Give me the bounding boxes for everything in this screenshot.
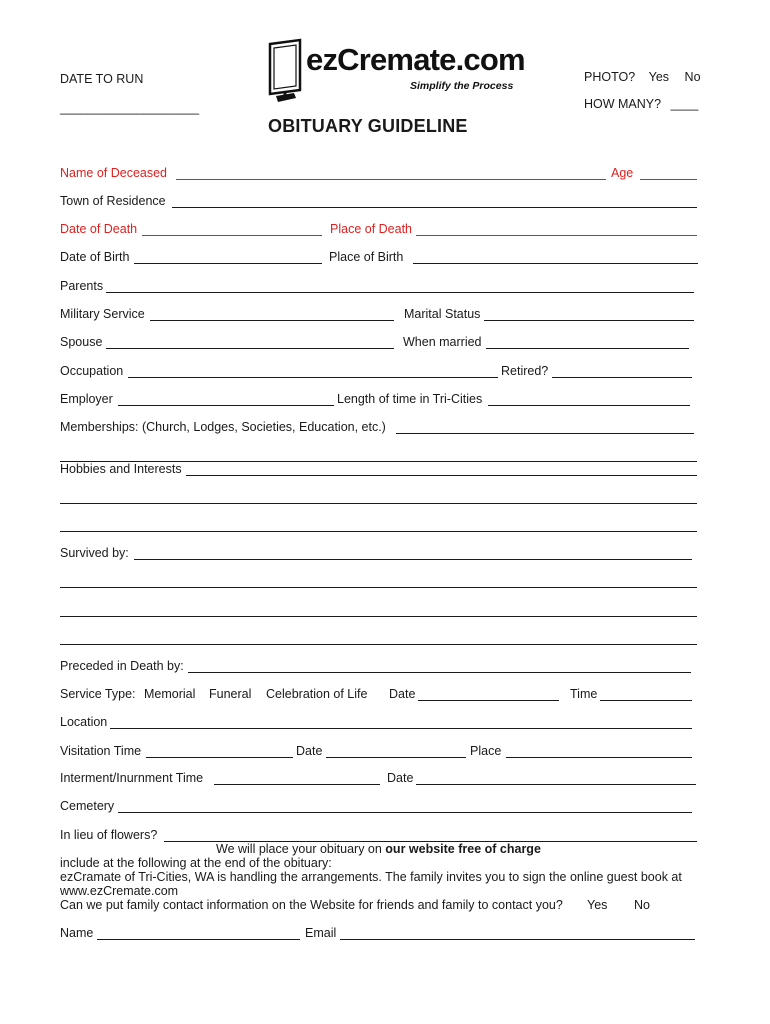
spouse-line[interactable] [106, 335, 394, 349]
memorial-option[interactable]: Memorial [144, 687, 196, 701]
website-note-prefix: We will place your obituary on [216, 842, 386, 856]
location-line[interactable] [110, 715, 692, 729]
hobbies-line[interactable] [186, 462, 697, 476]
place-of-death-line[interactable] [416, 222, 697, 236]
preceded-line[interactable] [188, 659, 691, 673]
employer-label: Employer [60, 392, 113, 406]
service-date-line[interactable] [418, 687, 559, 701]
visitation-place-label: Place [470, 744, 502, 758]
logo-tagline: Simplify the Process [410, 80, 514, 92]
cemetery-label: Cemetery [60, 799, 115, 813]
service-date-label: Date [389, 687, 416, 701]
survived-line[interactable] [134, 546, 692, 560]
website-url: www.ezCremate.com [60, 884, 179, 898]
marital-line[interactable] [484, 307, 694, 321]
page-title: OBITUARY GUIDELINE [268, 116, 468, 136]
date-to-run-blank[interactable]: ____________________ [60, 101, 200, 115]
length-time-label: Length of time in Tri-Cities [337, 392, 483, 406]
survived-label: Survived by: [60, 546, 129, 560]
length-time-line[interactable] [488, 392, 690, 406]
spouse-label: Spouse [60, 335, 103, 349]
photo-question [584, 70, 701, 84]
contact-email-line[interactable] [340, 926, 695, 940]
celebration-option[interactable]: Celebration of Life [266, 687, 368, 701]
visitation-date-label: Date [296, 744, 323, 758]
ezcremate-logo [266, 38, 525, 108]
funeral-option[interactable]: Funeral [209, 687, 252, 701]
occupation-label: Occupation [60, 364, 124, 378]
name-deceased-line[interactable] [176, 166, 606, 180]
survived-line-3[interactable] [60, 603, 697, 617]
date-of-death-label: Date of Death [60, 222, 138, 236]
parents-label: Parents [60, 279, 104, 293]
marital-label: Marital Status [404, 307, 481, 321]
contact-name-label: Name [60, 926, 94, 940]
cemetery-line[interactable] [118, 799, 692, 813]
age-line[interactable] [640, 166, 697, 180]
photo-yes-option[interactable]: Yes [648, 70, 670, 84]
how-many-label: HOW MANY? [584, 97, 662, 111]
arrangements-statement: ezCramate of Tri-Cities, WA is handling the arrangements. The family invites you to sign the online guest book at [60, 870, 682, 884]
photo-label: PHOTO? [584, 70, 636, 84]
contact-yes-option[interactable]: Yes [587, 898, 608, 912]
how-many-field [584, 97, 698, 111]
logo-wordmark: ezCremate.com [306, 42, 525, 77]
location-label: Location [60, 715, 108, 729]
memberships-line-2[interactable] [60, 448, 697, 462]
memberships-label: Memberships: (Church, Lodges, Societies, Education, etc.) [60, 420, 386, 434]
name-deceased-label: Name of Deceased [60, 166, 168, 180]
service-time-line[interactable] [600, 687, 692, 701]
visitation-time-line[interactable] [146, 744, 293, 758]
monitor-logo-icon [266, 38, 310, 104]
hobbies-label: Hobbies and Interests [60, 462, 182, 476]
survived-line-2[interactable] [60, 574, 697, 588]
military-line[interactable] [150, 307, 394, 321]
website-note [216, 842, 541, 856]
retired-label: Retired? [501, 364, 549, 378]
contact-question: Can we put family contact information on the Website for friends and family to contact you? [60, 898, 563, 912]
parents-line[interactable] [106, 279, 694, 293]
interment-time-line[interactable] [214, 771, 380, 785]
interment-time-label: Interment/Inurnment Time [60, 771, 204, 785]
occupation-line[interactable] [128, 364, 498, 378]
contact-email-label: Email [305, 926, 337, 940]
date-of-death-line[interactable] [142, 222, 322, 236]
when-married-label: When married [403, 335, 482, 349]
contact-no-option[interactable]: No [634, 898, 650, 912]
age-label: Age [611, 166, 634, 180]
military-label: Military Service [60, 307, 145, 321]
in-lieu-label: In lieu of flowers? [60, 828, 158, 842]
when-married-line[interactable] [486, 335, 689, 349]
date-of-birth-line[interactable] [134, 250, 322, 264]
interment-date-line[interactable] [416, 771, 696, 785]
how-many-blank[interactable]: ____ [670, 97, 699, 111]
service-time-label: Time [570, 687, 598, 701]
town-line[interactable] [172, 194, 697, 208]
in-lieu-line[interactable] [164, 828, 697, 842]
photo-no-option[interactable]: No [684, 70, 701, 84]
website-note-bold: our website free of charge [385, 842, 541, 856]
place-of-birth-label: Place of Birth [329, 250, 404, 264]
date-to-run-label: DATE TO RUN [60, 72, 144, 86]
town-label: Town of Residence [60, 194, 166, 208]
date-of-birth-label: Date of Birth [60, 250, 130, 264]
hobbies-line-2[interactable] [60, 490, 697, 504]
visitation-time-label: Visitation Time [60, 744, 142, 758]
preceded-label: Preceded in Death by: [60, 659, 184, 673]
place-of-birth-line[interactable] [413, 250, 698, 264]
service-type-label: Service Type: [60, 687, 136, 701]
visitation-place-line[interactable] [506, 744, 692, 758]
contact-name-line[interactable] [97, 926, 300, 940]
hobbies-line-3[interactable] [60, 518, 697, 532]
include-note: include at the following at the end of the obituary: [60, 856, 332, 870]
survived-line-4[interactable] [60, 631, 697, 645]
visitation-date-line[interactable] [326, 744, 466, 758]
retired-line[interactable] [552, 364, 692, 378]
place-of-death-label: Place of Death [330, 222, 412, 236]
employer-line[interactable] [118, 392, 334, 406]
interment-date-label: Date [387, 771, 414, 785]
memberships-line[interactable] [396, 420, 694, 434]
